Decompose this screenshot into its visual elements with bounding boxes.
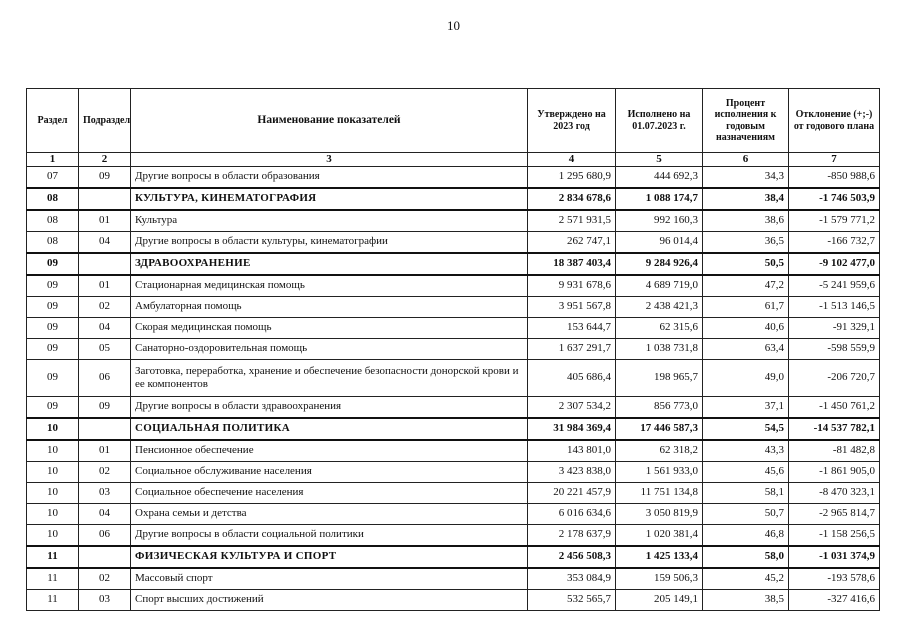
cell-approved: 2 834 678,6 — [528, 188, 616, 210]
table-row — [27, 296, 880, 317]
cell-percent: 40,6 — [703, 317, 789, 338]
cell-executed: 1 038 731,8 — [616, 338, 703, 359]
header-approved: Утверждено на 2023 год — [528, 89, 616, 153]
cell-razdel: 10 — [27, 418, 79, 440]
table-row — [27, 589, 880, 610]
cell-percent: 45,2 — [703, 568, 789, 590]
table-row — [27, 317, 880, 338]
cell-deviation: -1 450 761,2 — [789, 396, 880, 418]
cell-podrazdel: 05 — [79, 338, 131, 359]
cell-razdel: 07 — [27, 166, 79, 188]
table-row — [27, 524, 880, 546]
cell-approved: 405 686,4 — [528, 359, 616, 396]
cell-executed: 17 446 587,3 — [616, 418, 703, 440]
cell-executed: 9 284 926,4 — [616, 253, 703, 275]
cell-razdel: 08 — [27, 188, 79, 210]
cell-percent: 34,3 — [703, 166, 789, 188]
column-number: 2 — [79, 153, 131, 167]
cell-razdel: 09 — [27, 253, 79, 275]
header-percent: Процент исполнения к годовым назначениям — [703, 89, 789, 153]
cell-approved: 2 307 534,2 — [528, 396, 616, 418]
cell-percent: 50,5 — [703, 253, 789, 275]
cell-razdel: 10 — [27, 524, 79, 546]
cell-podrazdel: 01 — [79, 210, 131, 232]
cell-percent: 38,6 — [703, 210, 789, 232]
cell-executed: 159 506,3 — [616, 568, 703, 590]
cell-razdel: 10 — [27, 461, 79, 482]
budget-execution-table — [26, 88, 880, 611]
cell-name: Стационарная медицинская помощь — [131, 275, 528, 297]
cell-name: Спорт высших достижений — [131, 589, 528, 610]
cell-podrazdel: 02 — [79, 296, 131, 317]
cell-approved: 353 084,9 — [528, 568, 616, 590]
cell-podrazdel: 02 — [79, 461, 131, 482]
cell-executed: 1 561 933,0 — [616, 461, 703, 482]
cell-name: Другие вопросы в области здравоохранения — [131, 396, 528, 418]
cell-percent: 54,5 — [703, 418, 789, 440]
cell-razdel: 09 — [27, 338, 79, 359]
cell-percent: 50,7 — [703, 503, 789, 524]
table-section-row — [27, 418, 880, 440]
cell-name: КУЛЬТУРА, КИНЕМАТОГРАФИЯ — [131, 188, 528, 210]
header-executed: Исполнено на 01.07.2023 г. — [616, 89, 703, 153]
header-deviation: Отклонение (+;-) от годового плана — [789, 89, 880, 153]
column-number: 5 — [616, 153, 703, 167]
cell-name: Социальное обслуживание населения — [131, 461, 528, 482]
cell-executed: 992 160,3 — [616, 210, 703, 232]
cell-approved: 18 387 403,4 — [528, 253, 616, 275]
cell-razdel: 09 — [27, 317, 79, 338]
cell-name: Другие вопросы в области социальной политики — [131, 524, 528, 546]
cell-deviation: -5 241 959,6 — [789, 275, 880, 297]
cell-percent: 58,0 — [703, 546, 789, 568]
cell-approved: 9 931 678,6 — [528, 275, 616, 297]
column-number: 4 — [528, 153, 616, 167]
cell-executed: 4 689 719,0 — [616, 275, 703, 297]
cell-executed: 62 315,6 — [616, 317, 703, 338]
cell-deviation: -1 158 256,5 — [789, 524, 880, 546]
cell-deviation: -14 537 782,1 — [789, 418, 880, 440]
cell-percent: 43,3 — [703, 440, 789, 462]
cell-name: Массовый спорт — [131, 568, 528, 590]
cell-podrazdel: 06 — [79, 524, 131, 546]
cell-executed: 444 692,3 — [616, 166, 703, 188]
cell-approved: 3 951 567,8 — [528, 296, 616, 317]
cell-razdel: 09 — [27, 359, 79, 396]
table-row — [27, 482, 880, 503]
table-row — [27, 461, 880, 482]
cell-name: ЗДРАВООХРАНЕНИЕ — [131, 253, 528, 275]
cell-name: ФИЗИЧЕСКАЯ КУЛЬТУРА И СПОРТ — [131, 546, 528, 568]
cell-approved: 2 571 931,5 — [528, 210, 616, 232]
table-row — [27, 231, 880, 253]
cell-podrazdel: 04 — [79, 503, 131, 524]
cell-executed: 1 088 174,7 — [616, 188, 703, 210]
cell-percent: 37,1 — [703, 396, 789, 418]
cell-percent: 38,5 — [703, 589, 789, 610]
cell-name: Скорая медицинская помощь — [131, 317, 528, 338]
cell-razdel: 10 — [27, 440, 79, 462]
cell-name: Заготовка, переработка, хранение и обеспечение безопасности донорской крови и ее компонентов — [131, 359, 528, 396]
table-row — [27, 275, 880, 297]
cell-approved: 3 423 838,0 — [528, 461, 616, 482]
cell-executed: 205 149,1 — [616, 589, 703, 610]
cell-executed: 96 014,4 — [616, 231, 703, 253]
cell-executed: 856 773,0 — [616, 396, 703, 418]
cell-name: Другие вопросы в области культуры, кинематографии — [131, 231, 528, 253]
cell-podrazdel: 04 — [79, 231, 131, 253]
cell-deviation: -327 416,6 — [789, 589, 880, 610]
cell-approved: 31 984 369,4 — [528, 418, 616, 440]
cell-deviation: -9 102 477,0 — [789, 253, 880, 275]
cell-approved: 532 565,7 — [528, 589, 616, 610]
cell-percent: 49,0 — [703, 359, 789, 396]
cell-podrazdel: 09 — [79, 396, 131, 418]
cell-percent: 63,4 — [703, 338, 789, 359]
cell-approved: 2 456 508,3 — [528, 546, 616, 568]
cell-deviation: -206 720,7 — [789, 359, 880, 396]
table-body — [27, 166, 880, 610]
cell-percent: 46,8 — [703, 524, 789, 546]
cell-name: Пенсионное обеспечение — [131, 440, 528, 462]
cell-podrazdel: 03 — [79, 482, 131, 503]
table-header-row — [27, 89, 880, 153]
cell-deviation: -1 861 905,0 — [789, 461, 880, 482]
table-row — [27, 359, 880, 396]
cell-executed: 1 020 381,4 — [616, 524, 703, 546]
cell-executed: 1 425 133,4 — [616, 546, 703, 568]
cell-executed: 62 318,2 — [616, 440, 703, 462]
cell-name: Другие вопросы в области образования — [131, 166, 528, 188]
cell-razdel: 09 — [27, 275, 79, 297]
cell-podrazdel: 02 — [79, 568, 131, 590]
cell-name: Санаторно-оздоровительная помощь — [131, 338, 528, 359]
cell-name: Охрана семьи и детства — [131, 503, 528, 524]
cell-deviation: -8 470 323,1 — [789, 482, 880, 503]
cell-executed: 3 050 819,9 — [616, 503, 703, 524]
cell-razdel: 08 — [27, 210, 79, 232]
cell-razdel: 11 — [27, 589, 79, 610]
cell-podrazdel: 01 — [79, 275, 131, 297]
table-section-row — [27, 188, 880, 210]
cell-executed: 11 751 134,8 — [616, 482, 703, 503]
page-number: 10 — [447, 18, 460, 33]
table-row — [27, 503, 880, 524]
cell-podrazdel — [79, 418, 131, 440]
table-section-row — [27, 546, 880, 568]
cell-podrazdel — [79, 188, 131, 210]
cell-razdel: 09 — [27, 296, 79, 317]
cell-percent: 61,7 — [703, 296, 789, 317]
cell-razdel: 09 — [27, 396, 79, 418]
table-row — [27, 210, 880, 232]
cell-approved: 20 221 457,9 — [528, 482, 616, 503]
cell-podrazdel: 03 — [79, 589, 131, 610]
cell-razdel: 10 — [27, 482, 79, 503]
column-number: 6 — [703, 153, 789, 167]
cell-razdel: 11 — [27, 546, 79, 568]
cell-deviation: -193 578,6 — [789, 568, 880, 590]
cell-podrazdel: 09 — [79, 166, 131, 188]
table-row — [27, 396, 880, 418]
cell-percent: 45,6 — [703, 461, 789, 482]
header-name: Наименование показателей — [131, 89, 528, 153]
cell-podrazdel: 04 — [79, 317, 131, 338]
cell-deviation: -166 732,7 — [789, 231, 880, 253]
cell-name: Амбулаторная помощь — [131, 296, 528, 317]
cell-podrazdel: 06 — [79, 359, 131, 396]
column-number: 1 — [27, 153, 79, 167]
cell-percent: 38,4 — [703, 188, 789, 210]
cell-approved: 2 178 637,9 — [528, 524, 616, 546]
column-number: 7 — [789, 153, 880, 167]
cell-percent: 36,5 — [703, 231, 789, 253]
cell-deviation: -1 579 771,2 — [789, 210, 880, 232]
cell-razdel: 11 — [27, 568, 79, 590]
cell-percent: 47,2 — [703, 275, 789, 297]
cell-name: СОЦИАЛЬНАЯ ПОЛИТИКА — [131, 418, 528, 440]
cell-deviation: -81 482,8 — [789, 440, 880, 462]
cell-deviation: -2 965 814,7 — [789, 503, 880, 524]
cell-deviation: -1 513 146,5 — [789, 296, 880, 317]
cell-razdel: 08 — [27, 231, 79, 253]
cell-podrazdel — [79, 546, 131, 568]
cell-approved: 153 644,7 — [528, 317, 616, 338]
cell-approved: 262 747,1 — [528, 231, 616, 253]
table-row — [27, 568, 880, 590]
header-razdel: Раздел — [27, 89, 79, 153]
cell-podrazdel: 01 — [79, 440, 131, 462]
cell-deviation: -850 988,6 — [789, 166, 880, 188]
column-number-row — [27, 153, 880, 167]
cell-executed: 2 438 421,3 — [616, 296, 703, 317]
cell-name: Культура — [131, 210, 528, 232]
cell-approved: 143 801,0 — [528, 440, 616, 462]
cell-name: Социальное обеспечение населения — [131, 482, 528, 503]
table-row — [27, 166, 880, 188]
cell-percent: 58,1 — [703, 482, 789, 503]
cell-razdel: 10 — [27, 503, 79, 524]
cell-executed: 198 965,7 — [616, 359, 703, 396]
cell-deviation: -1 031 374,9 — [789, 546, 880, 568]
cell-approved: 6 016 634,6 — [528, 503, 616, 524]
cell-deviation: -91 329,1 — [789, 317, 880, 338]
header-podrazdel: Подраздел — [79, 89, 131, 153]
table-row — [27, 440, 880, 462]
cell-podrazdel — [79, 253, 131, 275]
table-section-row — [27, 253, 880, 275]
table-row — [27, 338, 880, 359]
column-number: 3 — [131, 153, 528, 167]
cell-deviation: -598 559,9 — [789, 338, 880, 359]
cell-approved: 1 637 291,7 — [528, 338, 616, 359]
cell-approved: 1 295 680,9 — [528, 166, 616, 188]
cell-deviation: -1 746 503,9 — [789, 188, 880, 210]
